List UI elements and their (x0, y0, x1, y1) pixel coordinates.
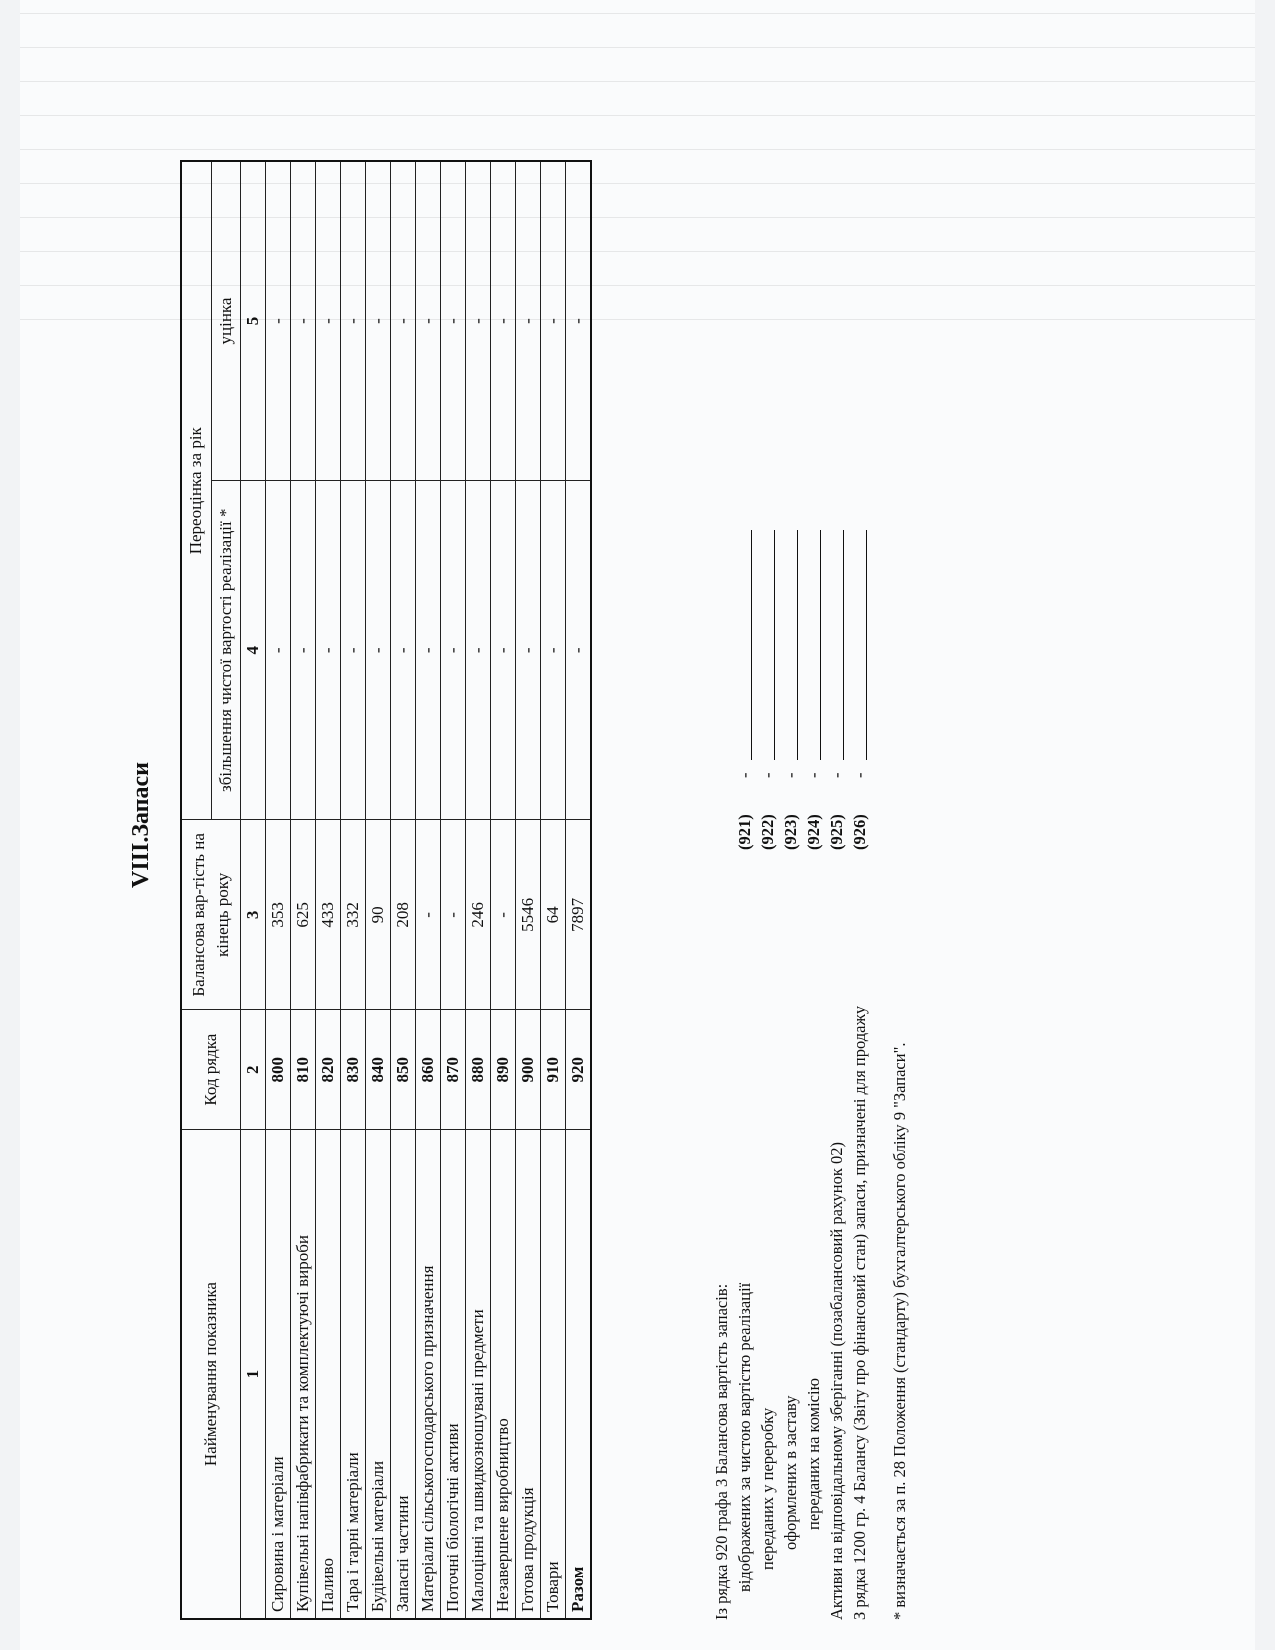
row-increase: - (541, 480, 566, 820)
row-increase: - (341, 480, 366, 820)
header-balance: Балансова вар-тість на кінець року (181, 820, 241, 1010)
row-code: 800 (266, 1010, 291, 1130)
row-name: Товари (541, 1130, 566, 1619)
row-increase: - (316, 480, 341, 820)
header-decrease: уцінка (211, 161, 241, 480)
table-row (291, 161, 316, 1619)
note-label: відображених за чистою вартістю реалізації (735, 1282, 754, 1592)
table-row (491, 161, 516, 1619)
row-name: Разом (566, 1130, 592, 1619)
note-underline (797, 530, 798, 760)
row-balance: 332 (341, 820, 366, 1010)
row-name: Готова продукція (516, 1130, 541, 1619)
row-code: 860 (416, 1010, 441, 1130)
row-balance: 64 (541, 820, 566, 1010)
note-line (733, 300, 756, 1620)
header-increase: збільшення чистої вартості реалізації * (211, 480, 241, 820)
note-code: (921) (735, 814, 754, 850)
row-decrease: - (391, 161, 416, 480)
note-underline (820, 530, 821, 760)
header-code: Код рядка (181, 1010, 241, 1130)
row-name: Сировина і матеріали (266, 1130, 291, 1619)
row-decrease: - (466, 161, 491, 480)
row-balance: 433 (316, 820, 341, 1010)
note-code: (926) (850, 814, 869, 850)
row-name: Незавершене виробництво (491, 1130, 516, 1619)
column-number: 3 (241, 820, 266, 1010)
row-decrease: - (316, 161, 341, 480)
row-increase: - (516, 480, 541, 820)
row-balance: 5546 (516, 820, 541, 1010)
note-value: - (735, 772, 754, 778)
note-value: - (850, 772, 869, 778)
notes-intro (710, 300, 733, 1620)
row-decrease: - (366, 161, 391, 480)
row-decrease: - (341, 161, 366, 480)
row-increase: - (416, 480, 441, 820)
row-code: 910 (541, 1010, 566, 1130)
note-code: (922) (758, 814, 777, 850)
row-balance: 353 (266, 820, 291, 1010)
note-value: - (804, 772, 823, 778)
table-row (566, 161, 592, 1619)
row-name: Матеріали сільськогосподарського призначення (416, 1130, 441, 1619)
column-number: 1 (241, 1130, 266, 1619)
notes-intro-text: Із рядка 920 графа 3 Балансова вартість запасів: (712, 1283, 731, 1620)
note-label: Активи на відповідальному зберіганні (позабалансовий рахунок 02) (827, 1141, 846, 1620)
note-value: - (827, 772, 846, 778)
row-balance: - (441, 820, 466, 1010)
row-decrease: - (516, 161, 541, 480)
row-balance: - (491, 820, 516, 1010)
row-decrease: - (266, 161, 291, 480)
row-increase: - (266, 480, 291, 820)
row-name: Поточні біологічні активи (441, 1130, 466, 1619)
row-code: 920 (566, 1010, 592, 1130)
row-name: Будівельні матеріали (366, 1130, 391, 1619)
column-number: 5 (241, 161, 266, 480)
row-increase: - (491, 480, 516, 820)
header-revaluation: Переоцінка за рік (181, 161, 211, 820)
note-line (779, 300, 802, 1620)
note-line (825, 300, 848, 1620)
row-code: 870 (441, 1010, 466, 1130)
row-name: Запасні частини (391, 1130, 416, 1619)
row-decrease: - (291, 161, 316, 480)
table-row (341, 161, 366, 1619)
table-row (266, 161, 291, 1619)
rotated-content (20, 0, 1255, 1650)
table-row (541, 161, 566, 1619)
table-row (516, 161, 541, 1619)
row-code: 890 (491, 1010, 516, 1130)
row-balance: 208 (391, 820, 416, 1010)
inventory-table (180, 160, 592, 1620)
table-row (366, 161, 391, 1619)
row-name: Тара і тарні матеріали (341, 1130, 366, 1619)
row-decrease: - (441, 161, 466, 480)
note-label: переданих на комісію (804, 1378, 823, 1530)
note-line (802, 300, 825, 1620)
note-underline (751, 530, 752, 760)
table-row (416, 161, 441, 1619)
row-increase: - (291, 480, 316, 820)
row-code: 900 (516, 1010, 541, 1130)
note-underline (774, 530, 775, 760)
row-code: 850 (391, 1010, 416, 1130)
row-code: 880 (466, 1010, 491, 1130)
note-code: (923) (781, 814, 800, 850)
row-increase: - (366, 480, 391, 820)
table-row (391, 161, 416, 1619)
row-increase: - (441, 480, 466, 820)
note-code: (925) (827, 814, 846, 850)
row-decrease: - (491, 161, 516, 480)
note-value: - (781, 772, 800, 778)
note-label: оформлених в заставу (781, 1395, 800, 1550)
table-row (441, 161, 466, 1619)
row-increase: - (391, 480, 416, 820)
note-value: - (758, 772, 777, 778)
scanned-page (20, 0, 1255, 1650)
table-row (466, 161, 491, 1619)
column-number: 4 (241, 480, 266, 820)
note-underline (866, 530, 867, 760)
footnote: * визначається за п. 28 Положення (стандарту) бухгалтерського обліку 9 "Запаси". (890, 1042, 909, 1620)
note-label: переданих у переробку (758, 1407, 777, 1570)
row-balance: 7897 (566, 820, 592, 1010)
notes-block (710, 300, 871, 1620)
note-line (756, 300, 779, 1620)
row-decrease: - (416, 161, 441, 480)
row-code: 820 (316, 1010, 341, 1130)
row-code: 830 (341, 1010, 366, 1130)
column-number: 2 (241, 1010, 266, 1130)
note-line (848, 300, 871, 1620)
note-code: (924) (804, 814, 823, 850)
row-increase: - (566, 480, 592, 820)
note-underline (843, 530, 844, 760)
row-balance: 90 (366, 820, 391, 1010)
row-decrease: - (566, 161, 592, 480)
row-code: 840 (366, 1010, 391, 1130)
table-row (316, 161, 341, 1619)
section-title: VIII.Запаси (128, 762, 154, 889)
row-balance: 625 (291, 820, 316, 1010)
note-label: З рядка 1200 гр. 4 Балансу (Звіту про фінансовий стан) запаси, призначені для продажу (850, 1005, 869, 1620)
row-code: 810 (291, 1010, 316, 1130)
row-name: Паливо (316, 1130, 341, 1619)
row-increase: - (466, 480, 491, 820)
row-balance: - (416, 820, 441, 1010)
row-balance: 246 (466, 820, 491, 1010)
row-name: Купівельні напівфабрикати та комплектуючі вироби (291, 1130, 316, 1619)
header-name: Найменування показника (181, 1130, 241, 1619)
row-decrease: - (541, 161, 566, 480)
row-name: Малоцінні та швидкозношувані предмети (466, 1130, 491, 1619)
